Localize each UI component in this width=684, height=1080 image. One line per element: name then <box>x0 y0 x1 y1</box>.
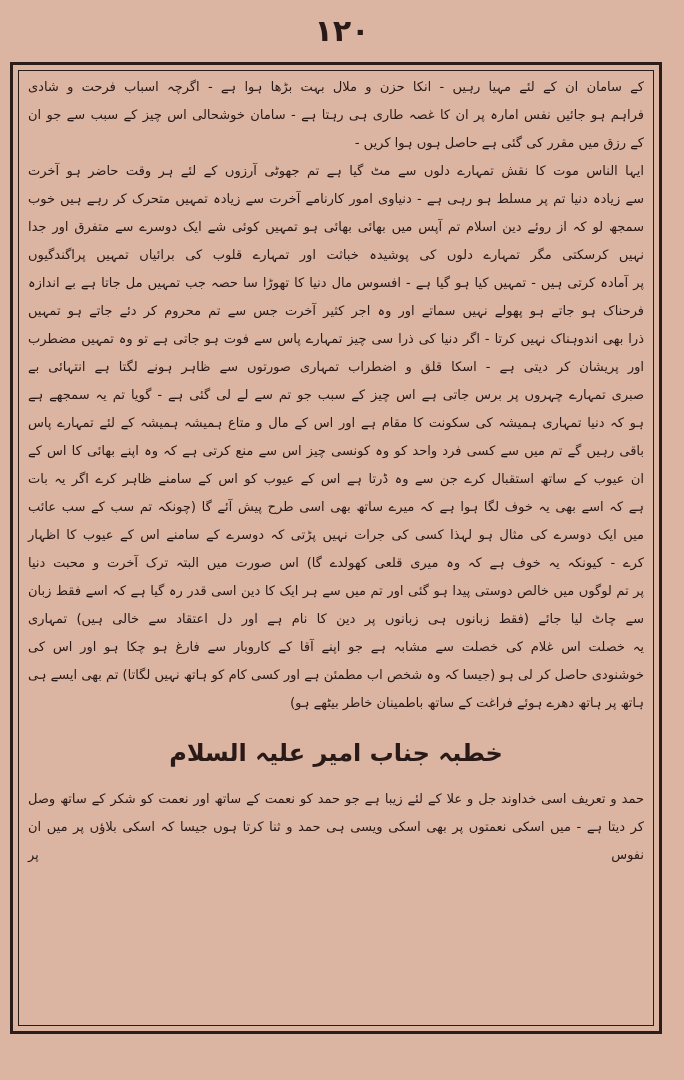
text-line: صبری تمہارے چہروں پر برس جاتی ہے اس چیز کے سبب جو تم سے لے لی گئی ہے - گویا تم یہ سمجھے ہے <box>28 388 644 403</box>
text-line: فراہم ہو جائیں نفس امارہ پر ان کا غصہ طاری ہی رہتا ہے - سامان خوشحالی اس چیز کے سبب سے جو ان <box>28 108 644 123</box>
text-line: ان عیوب کے ساتھ استقبال کرے جن سے وہ ڈرتا ہے اس کے عیوب کو اس کے سامنے ظاہر کرے اگر یہ بات <box>28 472 644 487</box>
text-line: ہو کہ دنیا تمہاری ہمیشہ کی سکونت کا مقام ہے اور اس کے مال و متاع ہمیشہ ہمیشہ کے لئے تمہارے پاس <box>28 416 644 431</box>
text-line: پر آمادہ کرتی ہیں - تمہیں کیا ہو گیا ہے - افسوس مال دنیا کا تھوڑا سا حصہ جب تمہیں مل جاتا ہے بے اندازہ <box>28 276 644 291</box>
text-line: فرحناک ہو جاتے ہو پھولے نہیں سماتے اور وہ اجر کثیر آخرت جس سے تم محروم کر دئے جاتے ہو تمہیں <box>28 304 644 319</box>
text-line: پر تم لوگوں میں خالص دوستی پیدا ہو گئی اور تم میں سے ہر ایک کا دین اسی قدر رہ گیا ہے کہ اسے فقط زبان <box>28 584 644 599</box>
section-heading: خطبہ جناب امیر علیہ السلام <box>169 739 503 767</box>
text-line: اور پریشان کر دیتی ہے - اسکا قلق و اضطراب تمہاری صورتوں سے ظاہر ہونے لگتا ہے انتہائی بے <box>28 360 644 375</box>
text-line: میں ایک دوسرے کی مثال ہو لہذا کسی کی جرات نہیں پڑتی کہ دوسرے کے سامنے اس کے عیوب کا اظہار <box>28 528 644 543</box>
text-line: ایہا الناس موت کا نقش تمہارے دلوں سے مٹ گیا ہے تم جھوٹی آرزوں کے لئے ہر وقت حاضر ہو آخرت <box>28 164 644 179</box>
text-line: خوشنودی حاصل کر لی ہو (جیسا کہ وہ شخص اب مطمئن ہے اور کسی کام کو ہاتھ نہیں لگاتا) تم بھی ایسے ہی <box>28 668 644 683</box>
text-line: کرے - کیونکہ یہ خوف ہے کہ وہ میری قلعی کھولدے گا) اس صورت میں البتہ ترک آخرت و محبت دنیا <box>28 556 644 571</box>
text-line: سے زیادہ دنیا تم پر مسلط ہو رہی ہے - دنیاوی امور کارنامے آخرت سے زیادہ تمہیں متحرک کر رہے ہیں خوب <box>28 192 644 207</box>
text-line: باقی رہیں گے تم میں سے کسی فرد واحد کو وہ کونسی چیز اس سے منع کرتی ہے کہ وہ اپنے بھائی کا اس کے <box>28 444 644 459</box>
text-line: یہ خصلت اس غلام کی خصلت سے مشابہ ہے جو اپنے آقا کے کاروبار سے فارغ ہو چکا ہو اور اس کی <box>28 640 644 655</box>
text-line: کے رزق میں مقرر کی گئی ہے حاصل ہوں ہوا کریں - <box>354 136 644 151</box>
text-line: ذرا بھی اندوہناک نہیں کرتا - اگر دنیا کی ذرا سی چیز تمہارے پاس سے فوت ہو جاتی ہے تو وہ تمہیں مضطرب <box>28 332 644 347</box>
text-line: کر دیتا ہے - میں اسکی نعمتوں پر بھی اسکی ویسی ہی حمد و ثنا کرتا ہوں جیسا کہ اسکی بلاؤں پر میں ان نفوس پر <box>28 820 644 863</box>
text-line: ہاتھ پر ہاتھ دھرے ہوئے فراغت کے ساتھ باطمینان خاطر بیٹھے ہو) <box>290 696 644 711</box>
page-content <box>28 74 644 870</box>
text-line: کے سامان ان کے لئے مہیا رہیں - انکا حزن و ملال بہت بڑھا ہوا ہے - اگرچہ اسباب فرحت و شادی <box>28 80 644 95</box>
body-text <box>28 74 644 718</box>
text-line: نہیں کرسکتی مگر تمہارے دلوں کی پوشیدہ خباثت اور تمہارے قلوب کی برائیاں تمہیں پراگندگیوں <box>28 248 644 263</box>
page-number: ۱۲۰ <box>314 14 370 49</box>
text-line: سے چاٹ لیا جائے (فقط زبانوں ہی زبانوں پر دین کا نام ہے اور دل اعتقاد سے خالی ہیں) تمہاری <box>28 612 644 627</box>
text-line: ہے کہ اسے بھی یہ خوف لگا ہوا ہے کہ میرے ساتھ بھی اسی طرح پیش آئے گا (چونکہ تم سب کے سب عائب <box>28 500 644 515</box>
text-line: حمد و تعریف اسی خداوند جل و علا کے لئے زیبا ہے جو حمد کو نعمت کے ساتھ اور نعمت کو شکر کے ساتھ وصل <box>28 792 644 807</box>
text-line: سمجھ لو کہ از روئے دین اسلام تم آپس میں بھائی بھائی ہو تمہیں کوئی شے ایک دوسرے سے متفرق اور جدا <box>28 220 644 235</box>
body-text-2 <box>28 786 644 870</box>
